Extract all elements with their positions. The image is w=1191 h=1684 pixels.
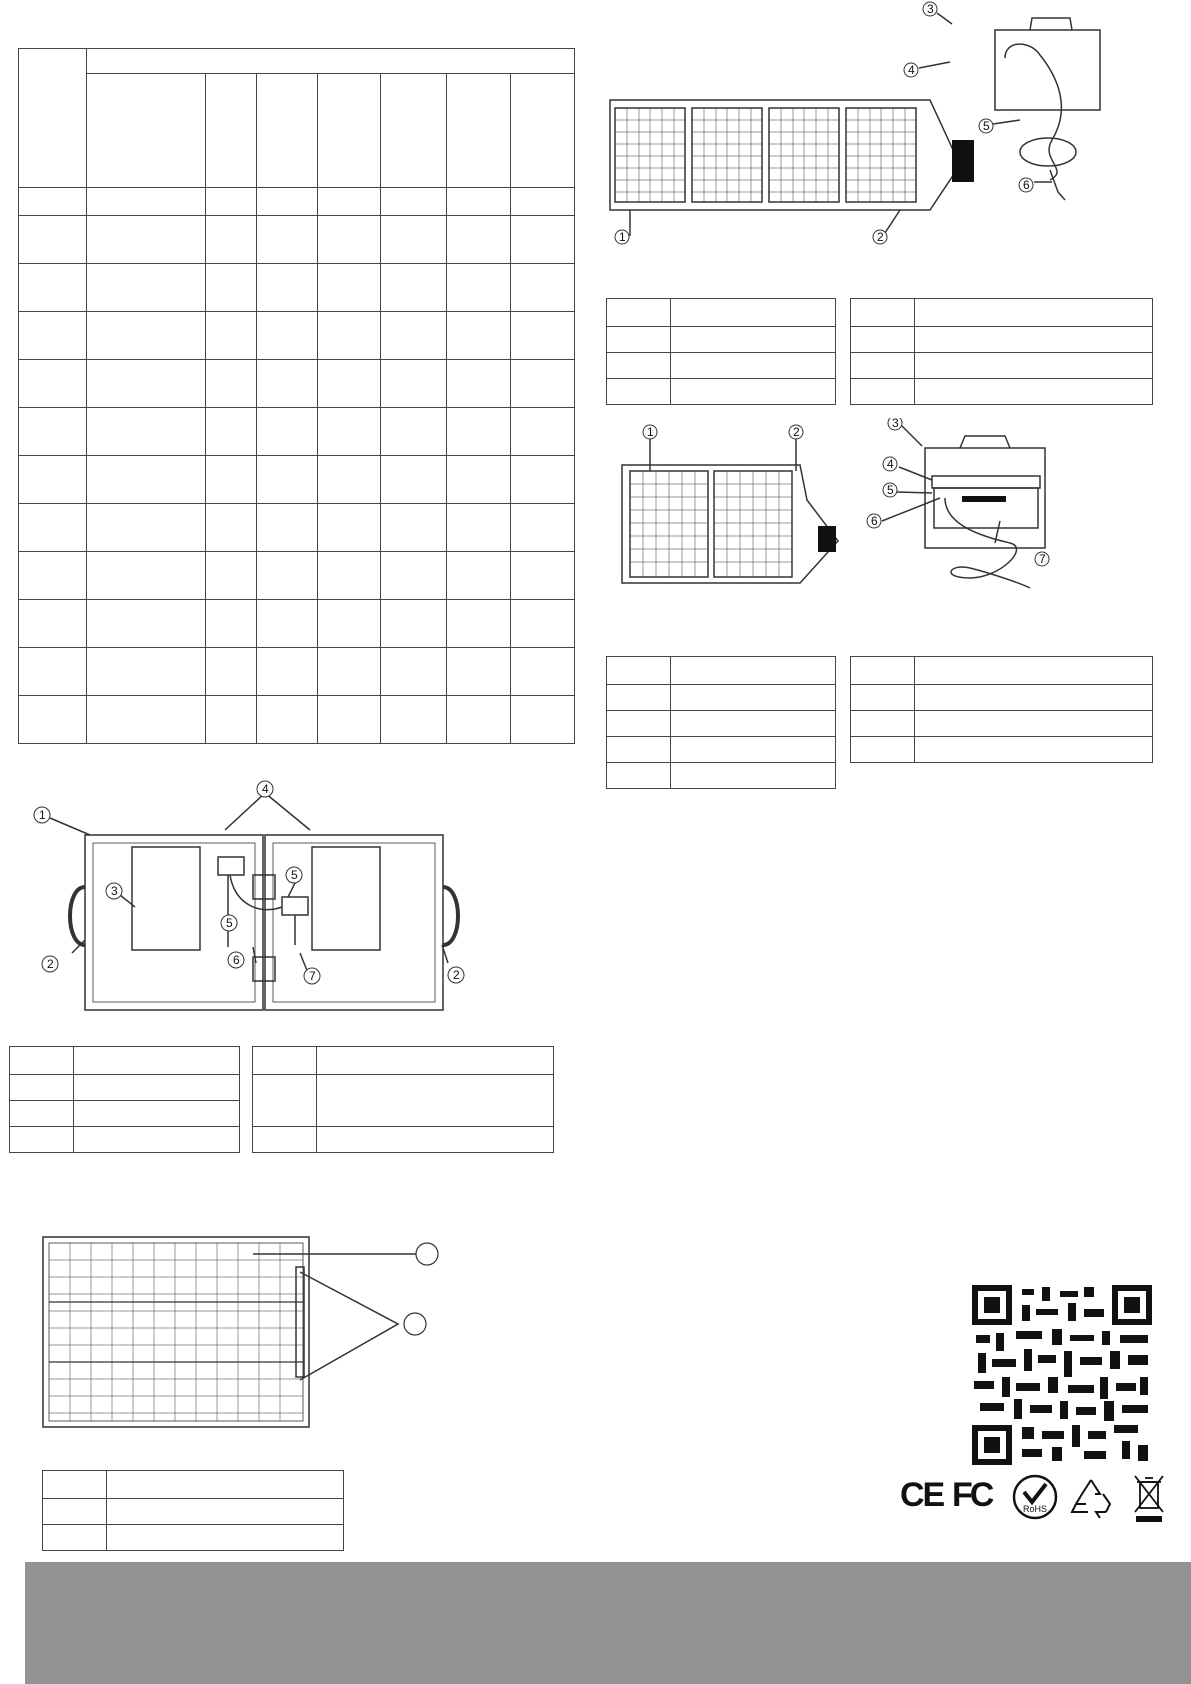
callout-1-label: 1 xyxy=(647,425,654,439)
table-row xyxy=(851,711,1153,737)
table-row xyxy=(19,600,575,648)
solar-cell-grid xyxy=(49,1243,303,1421)
callout-4-label: 4 xyxy=(887,457,894,471)
legend-table-suitcase-right xyxy=(252,1046,554,1153)
cable-line xyxy=(1005,44,1061,180)
table-row xyxy=(19,552,575,600)
legend-table-2panel-left xyxy=(606,656,836,789)
table-row xyxy=(851,299,1153,327)
footer-band xyxy=(25,1562,1191,1684)
callout-7-label: 7 xyxy=(1039,552,1046,566)
callout-6-label: 6 xyxy=(871,514,878,528)
recycle-icon xyxy=(1068,1476,1114,1520)
callout-2-right-label: 2 xyxy=(453,968,460,982)
kickstand-left xyxy=(132,847,200,950)
table-row xyxy=(10,1047,240,1075)
weee-bin-icon xyxy=(1132,1474,1166,1524)
table-row xyxy=(607,711,836,737)
legend-table-rigid xyxy=(42,1470,344,1551)
table-row xyxy=(19,264,575,312)
legend-table-2panel-right xyxy=(850,656,1153,763)
spec-table-corner-cell xyxy=(19,49,87,188)
table-row xyxy=(851,685,1153,711)
table-row xyxy=(253,1127,554,1153)
spec-col-header xyxy=(205,74,256,188)
rohs-label: RoHS xyxy=(1022,1504,1048,1514)
table-row xyxy=(851,353,1153,379)
table-row xyxy=(607,327,836,353)
table-row xyxy=(851,379,1153,405)
spec-table-group-header xyxy=(86,49,574,74)
table-row xyxy=(10,1101,240,1127)
kickstand-right xyxy=(312,847,380,950)
panel-bag-outline xyxy=(610,100,960,210)
table-row xyxy=(607,737,836,763)
legend-table-suitcase-left xyxy=(9,1046,240,1153)
table-row xyxy=(19,408,575,456)
inner-pocket xyxy=(934,488,1038,528)
callout-2-label: 2 xyxy=(793,425,800,439)
callout-b xyxy=(404,1313,426,1335)
table-row xyxy=(10,1075,240,1101)
spec-col-header xyxy=(511,74,575,188)
callout-3-label: 3 xyxy=(111,884,118,898)
table-row xyxy=(607,299,836,327)
spec-col-header xyxy=(447,74,511,188)
table-row xyxy=(19,360,575,408)
table-row xyxy=(19,504,575,552)
junction-box xyxy=(952,140,974,182)
folding-2-panel-illustration xyxy=(610,418,1170,638)
qr-code[interactable] xyxy=(972,1285,1152,1465)
controller-strip xyxy=(932,476,1040,488)
bag-handle xyxy=(1030,18,1072,30)
folding-4-panel-illustration xyxy=(600,0,1140,262)
spec-col-header xyxy=(381,74,447,188)
table-row xyxy=(19,648,575,696)
leader-line-2 xyxy=(300,1272,398,1380)
table-row xyxy=(607,657,836,685)
certification-row xyxy=(900,1474,1170,1524)
spec-col-header xyxy=(86,74,205,188)
spec-col-header xyxy=(256,74,318,188)
controller-right xyxy=(282,897,308,915)
callout-4-label: 4 xyxy=(908,63,915,77)
panel-frame xyxy=(43,1237,309,1427)
callout-5-right-label: 5 xyxy=(291,868,298,882)
handle-left xyxy=(70,887,85,945)
callout-5-label: 5 xyxy=(887,483,894,497)
callout-1-label: 1 xyxy=(39,808,46,822)
rigid-panel-illustration xyxy=(38,1232,458,1432)
table-row xyxy=(851,737,1153,763)
cable-line xyxy=(945,498,1030,588)
table-row xyxy=(851,327,1153,353)
table-row xyxy=(43,1471,344,1499)
table-row xyxy=(607,763,836,789)
right-frame xyxy=(265,835,443,1010)
spec-table-header-top xyxy=(19,49,575,74)
spec-col-header xyxy=(318,74,381,188)
legend-table-4panel-right xyxy=(850,298,1153,405)
rohs-icon xyxy=(1012,1474,1058,1520)
connector-plug xyxy=(1050,170,1065,200)
table-row xyxy=(19,312,575,360)
cable-line xyxy=(230,875,282,910)
table-row xyxy=(10,1127,240,1153)
table-row xyxy=(851,657,1153,685)
junction-box xyxy=(818,526,836,552)
table-row xyxy=(19,216,575,264)
accessory-bag xyxy=(995,30,1100,110)
suitcase-panel-illustration xyxy=(10,775,510,1025)
callout-7-label: 7 xyxy=(309,969,316,983)
table-row xyxy=(19,188,575,216)
table-row xyxy=(607,353,836,379)
table-row xyxy=(19,456,575,504)
table-row xyxy=(19,696,575,744)
callout-4-label: 4 xyxy=(262,782,269,796)
callout-6-label: 6 xyxy=(233,953,240,967)
callout-6-label: 6 xyxy=(1023,178,1030,192)
table-row xyxy=(43,1525,344,1551)
spec-table xyxy=(18,48,575,744)
table-row xyxy=(253,1047,554,1075)
hinge-top xyxy=(253,875,275,899)
callout-3-label: 3 xyxy=(927,2,934,16)
table-row xyxy=(607,685,836,711)
table-row xyxy=(607,379,836,405)
legend-table-4panel-left xyxy=(606,298,836,405)
callout-2-label: 2 xyxy=(47,957,54,971)
callout-a xyxy=(416,1243,438,1265)
callout-5-label: 5 xyxy=(226,916,233,930)
panel-bag-outline xyxy=(622,465,838,583)
solar-cell-grid xyxy=(615,108,916,202)
table-row xyxy=(43,1499,344,1525)
handle-right xyxy=(443,887,458,945)
callout-1-label: 1 xyxy=(619,230,626,244)
ce-mark: CE xyxy=(900,1476,944,1514)
table-row xyxy=(253,1075,554,1127)
callout-2-label: 2 xyxy=(877,230,884,244)
controller-left xyxy=(218,857,244,875)
fcc-mark: FC xyxy=(952,1476,992,1514)
callout-5-label: 5 xyxy=(983,119,990,133)
callout-3-label: 3 xyxy=(892,418,899,430)
bag-handle xyxy=(960,436,1010,448)
spec-table-header-columns xyxy=(19,74,575,188)
